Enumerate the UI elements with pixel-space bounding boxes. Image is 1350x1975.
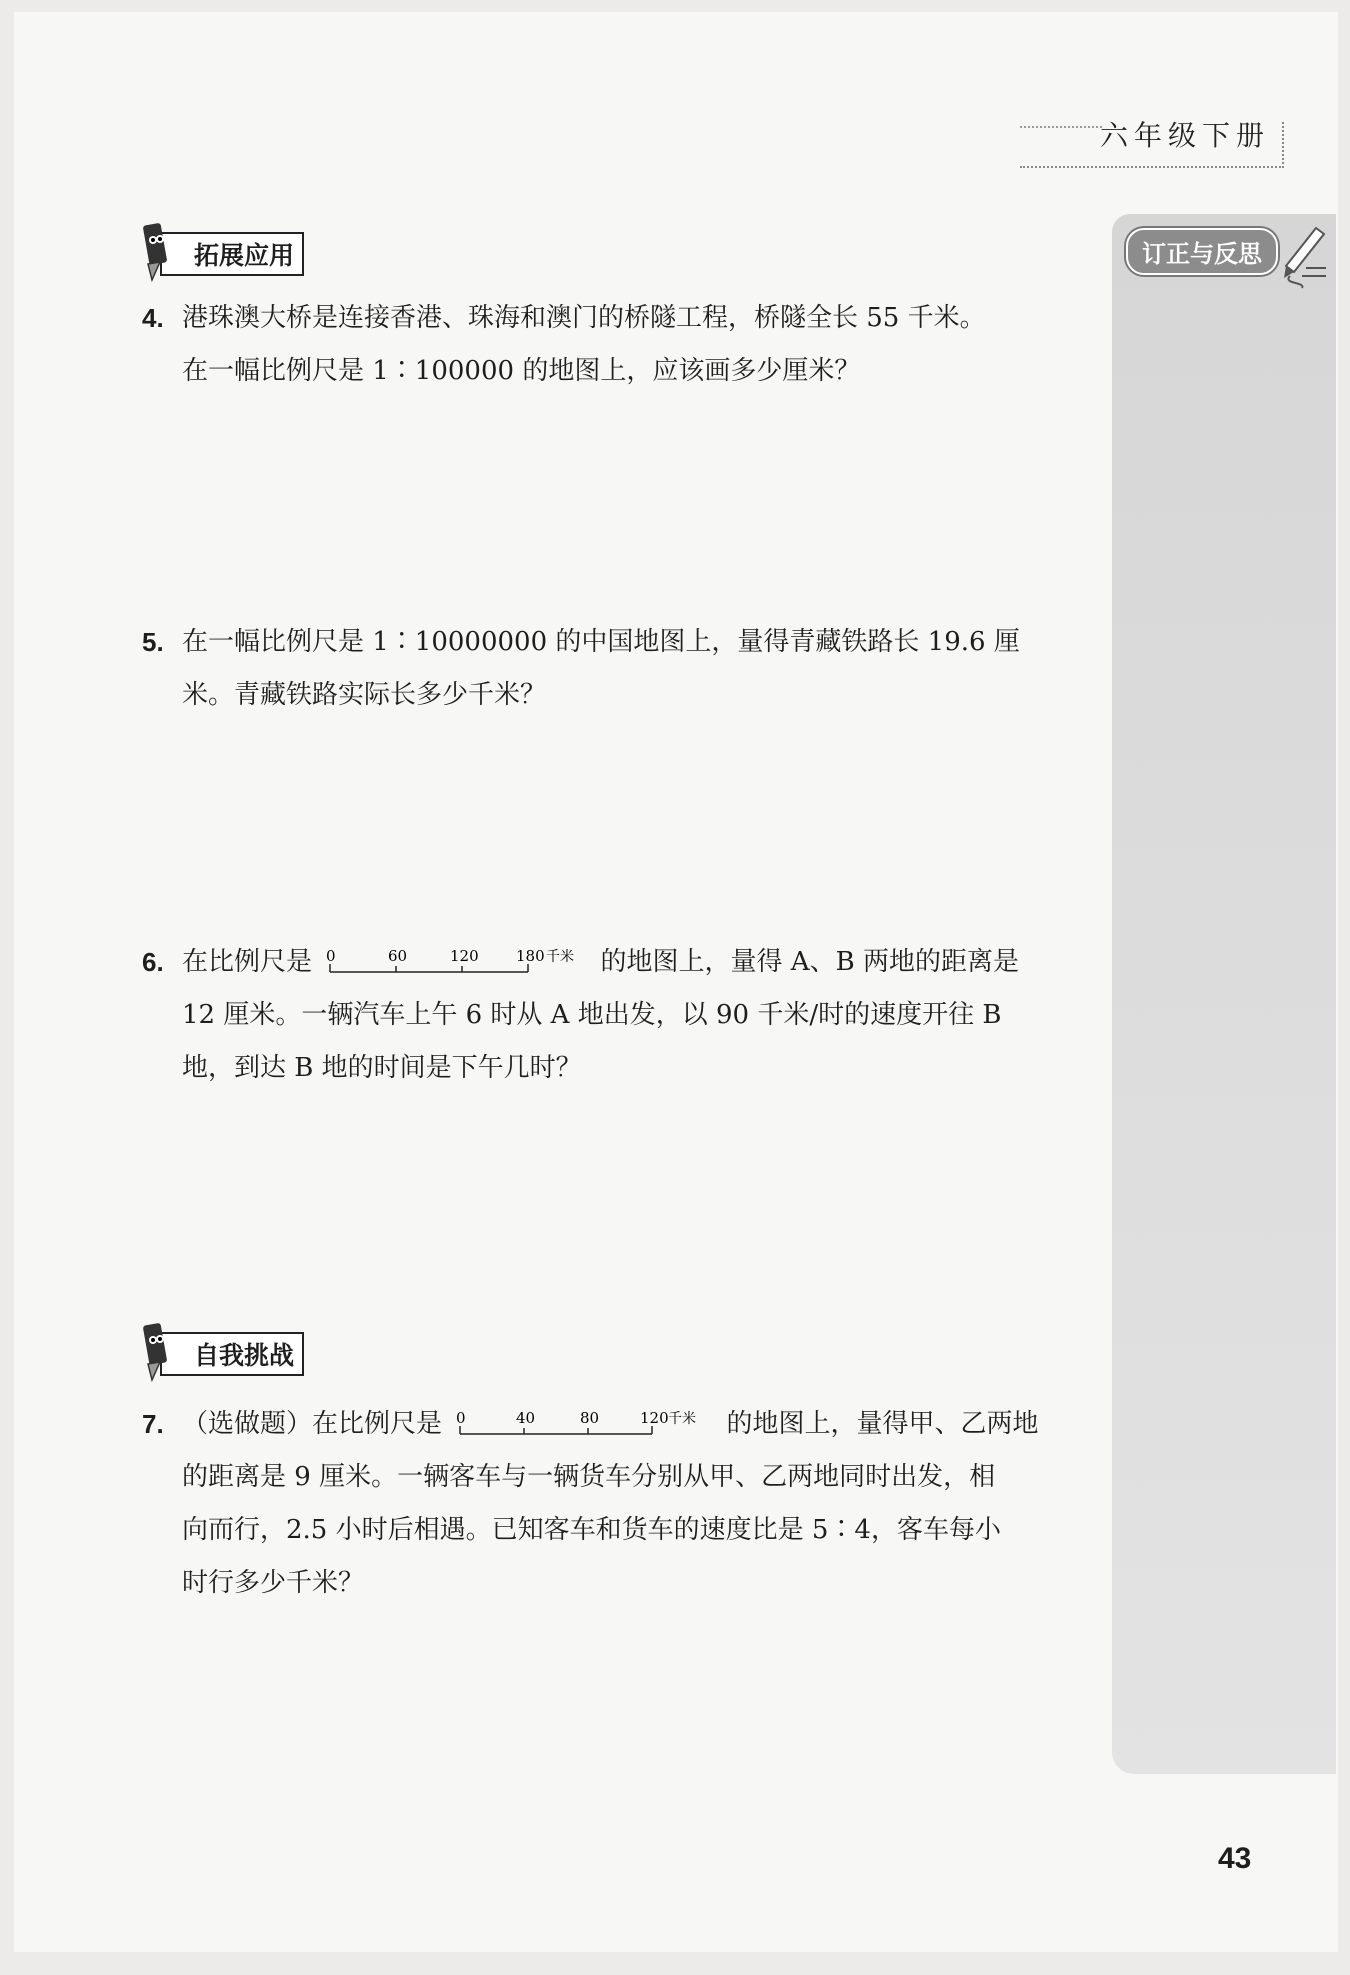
correction-tab-label: 订正与反思	[1126, 228, 1278, 275]
scale-tick-label: 0	[326, 948, 336, 965]
scale-unit: 千米	[546, 949, 575, 965]
pencil-mascot-icon	[138, 1318, 178, 1384]
pencil-icon	[1276, 224, 1328, 290]
question-4	[142, 292, 1092, 398]
question-text-line: 12 厘米。一辆汽车上午 6 时从 A 地出发，以 90 千米/时的速度开往 B	[182, 1000, 1002, 1030]
question-number: 4.	[142, 303, 164, 333]
question-text-line: 港珠澳大桥是连接香港、珠海和澳门的桥隧工程，桥隧全长 55 千米。	[182, 303, 986, 333]
question-text-line	[182, 936, 1092, 989]
scale-unit: 千米	[668, 1411, 697, 1427]
question-text-line: 在一幅比例尺是 1∶10000000 的中国地图上，量得青藏铁路长 19.6 厘	[182, 627, 1020, 657]
scale-tick-label: 120	[640, 1410, 669, 1427]
section-title: 拓展应用	[160, 232, 304, 276]
question-text-line: 在一幅比例尺是 1∶100000 的地图上，应该画多少厘米？	[182, 356, 861, 386]
question-6	[142, 936, 1092, 1095]
scale-bar	[456, 1410, 712, 1440]
question-text: 的地图上，量得 A、B 两地的距离是	[600, 947, 1019, 977]
question-number: 5.	[142, 627, 164, 657]
question-text: 在比例尺是	[182, 947, 313, 977]
question-text-line: 地，到达 B 地的时间是下午几时？	[182, 1053, 582, 1083]
scale-tick-label: 180	[516, 948, 545, 965]
question-text: （选做题）在比例尺是	[182, 1409, 443, 1439]
question-text-line: 时行多少千米？	[182, 1568, 365, 1598]
scale-tick-label: 60	[388, 948, 408, 965]
scale-tick-label: 120	[450, 948, 479, 965]
question-number: 7.	[142, 1409, 164, 1439]
question-number: 6.	[142, 947, 164, 977]
section-title: 自我挑战	[160, 1332, 304, 1376]
page-number: 43	[1218, 1842, 1252, 1875]
question-5	[142, 616, 1092, 722]
question-text-line: 米。青藏铁路实际长多少千米？	[182, 680, 547, 710]
workbook-page	[14, 12, 1338, 1952]
grade-label: 六年级下册	[1100, 119, 1271, 152]
scale-bar	[326, 948, 586, 978]
scale-tick-label: 40	[516, 1410, 536, 1427]
pencil-mascot-icon	[138, 218, 178, 284]
question-text-line: 向而行，2.5 小时后相遇。已知客车和货车的速度比是 5∶4，客车每小	[182, 1515, 1001, 1545]
question-7	[142, 1398, 1092, 1610]
question-text: 的地图上，量得甲、乙两地	[726, 1409, 1039, 1439]
scale-tick-label: 80	[580, 1410, 600, 1427]
question-text-line	[182, 1398, 1092, 1451]
question-text-line: 的距离是 9 厘米。一辆客车与一辆货车分别从甲、乙两地同时出发，相	[182, 1462, 996, 1492]
correction-panel	[1112, 214, 1336, 1774]
scale-tick-label: 0	[456, 1410, 466, 1427]
